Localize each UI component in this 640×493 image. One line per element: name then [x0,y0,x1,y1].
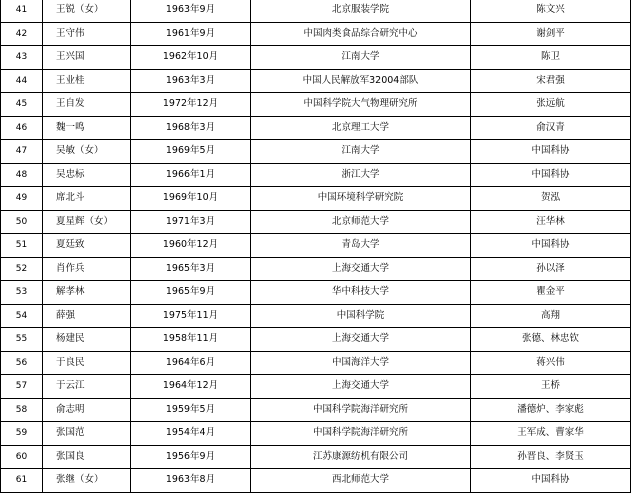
cell-work-unit: 浙江大学 [251,163,471,187]
cell-row-number: 44 [1,69,43,93]
cell-birth-date: 1959年5月 [131,398,251,422]
cell-row-number: 45 [1,93,43,117]
cell-birth-date: 1968年3月 [131,116,251,140]
cell-row-number: 52 [1,257,43,281]
cell-name: 于云江 [43,375,131,399]
cell-work-unit: 中国科学院海洋研究所 [251,422,471,446]
cell-birth-date: 1958年11月 [131,328,251,352]
cell-work-unit: 中国科学院 [251,304,471,328]
cell-name: 张继（女） [43,469,131,493]
cell-work-unit: 北京师范大学 [251,210,471,234]
cell-row-number: 47 [1,140,43,164]
cell-row-number: 43 [1,46,43,70]
cell-row-number: 48 [1,163,43,187]
table-row [1,257,631,281]
cell-birth-date: 1954年4月 [131,422,251,446]
cell-row-number: 60 [1,445,43,469]
cell-work-unit: 江南大学 [251,140,471,164]
cell-row-number: 46 [1,116,43,140]
cell-name: 王业桂 [43,69,131,93]
cell-nominator: 蒋兴伟 [471,351,631,375]
cell-birth-date: 1975年11月 [131,304,251,328]
cell-nominator: 张德、林忠钦 [471,328,631,352]
cell-work-unit: 中国科学院大气物理研究所 [251,93,471,117]
cell-nominator: 孙晋良、李贤玉 [471,445,631,469]
cell-work-unit: 华中科技大学 [251,281,471,305]
table-row [1,422,631,446]
cell-nominator: 瞿金平 [471,281,631,305]
cell-name: 肖作兵 [43,257,131,281]
cell-row-number: 57 [1,375,43,399]
table-row [1,22,631,46]
table-row [1,351,631,375]
cell-name: 王守伟 [43,22,131,46]
cell-birth-date: 1961年9月 [131,22,251,46]
table-row [1,281,631,305]
cell-birth-date: 1969年5月 [131,140,251,164]
cell-work-unit: 北京理工大学 [251,116,471,140]
cell-nominator: 陈卫 [471,46,631,70]
cell-row-number: 51 [1,234,43,258]
cell-birth-date: 1972年12月 [131,93,251,117]
cell-nominator: 俞汉青 [471,116,631,140]
cell-name: 吴敏（女） [43,140,131,164]
cell-work-unit: 上海交通大学 [251,328,471,352]
table-row [1,93,631,117]
table-row [1,163,631,187]
cell-nominator: 汪华林 [471,210,631,234]
cell-nominator: 潘德炉、李家彪 [471,398,631,422]
cell-nominator: 王军成、曹家华 [471,422,631,446]
cell-birth-date: 1964年12月 [131,375,251,399]
cell-row-number: 49 [1,187,43,211]
cell-nominator: 孙以泽 [471,257,631,281]
cell-row-number: 53 [1,281,43,305]
cell-nominator: 中国科协 [471,469,631,493]
cell-nominator: 高翔 [471,304,631,328]
table-row [1,140,631,164]
table-row [1,469,631,493]
cell-birth-date: 1960年12月 [131,234,251,258]
cell-work-unit: 青岛大学 [251,234,471,258]
cell-row-number: 42 [1,22,43,46]
cell-row-number: 55 [1,328,43,352]
cell-nominator: 中国科协 [471,163,631,187]
cell-name: 席北斗 [43,187,131,211]
cell-row-number: 41 [1,0,43,22]
cell-name: 魏一鸣 [43,116,131,140]
table-row [1,187,631,211]
cell-name: 夏廷致 [43,234,131,258]
cell-birth-date: 1963年9月 [131,0,251,22]
cell-name: 杨建民 [43,328,131,352]
cell-work-unit: 中国环境科学研究院 [251,187,471,211]
cell-birth-date: 1965年3月 [131,257,251,281]
cell-nominator: 中国科协 [471,140,631,164]
cell-row-number: 58 [1,398,43,422]
cell-name: 俞志明 [43,398,131,422]
table-row [1,0,631,22]
cell-work-unit: 北京服装学院 [251,0,471,22]
cell-name: 夏星辉（女） [43,210,131,234]
cell-work-unit: 中国海洋大学 [251,351,471,375]
cell-name: 张国范 [43,422,131,446]
cell-name: 王锐（女） [43,0,131,22]
cell-nominator: 贺泓 [471,187,631,211]
cell-nominator: 宋君强 [471,69,631,93]
cell-row-number: 50 [1,210,43,234]
cell-nominator: 张远航 [471,93,631,117]
cell-name: 吴忠标 [43,163,131,187]
cell-name: 于良民 [43,351,131,375]
table-row [1,304,631,328]
cell-nominator: 陈文兴 [471,0,631,22]
cell-nominator: 王桥 [471,375,631,399]
table-row [1,445,631,469]
cell-row-number: 61 [1,469,43,493]
cell-birth-date: 1962年10月 [131,46,251,70]
cell-work-unit: 上海交通大学 [251,257,471,281]
cell-work-unit: 江苏康源纺机有限公司 [251,445,471,469]
cell-work-unit: 中国肉类食品综合研究中心 [251,22,471,46]
cell-name: 王兴国 [43,46,131,70]
cell-birth-date: 1963年8月 [131,469,251,493]
cell-row-number: 56 [1,351,43,375]
table-row [1,210,631,234]
cell-name: 张国良 [43,445,131,469]
cell-work-unit: 中国人民解放军32004部队 [251,69,471,93]
cell-nominator: 中国科协 [471,234,631,258]
cell-name: 薛强 [43,304,131,328]
table-row [1,46,631,70]
cell-name: 解孝林 [43,281,131,305]
cell-birth-date: 1965年9月 [131,281,251,305]
cell-name: 王自发 [43,93,131,117]
cell-work-unit: 西北师范大学 [251,469,471,493]
cell-nominator: 谢剑平 [471,22,631,46]
cell-work-unit: 上海交通大学 [251,375,471,399]
table-row [1,375,631,399]
cell-birth-date: 1956年9月 [131,445,251,469]
table-row [1,69,631,93]
table-row [1,398,631,422]
cell-birth-date: 1966年1月 [131,163,251,187]
cell-row-number: 59 [1,422,43,446]
table-row [1,328,631,352]
cell-birth-date: 1963年3月 [131,69,251,93]
cell-work-unit: 江南大学 [251,46,471,70]
cell-birth-date: 1969年10月 [131,187,251,211]
table-row [1,116,631,140]
cell-row-number: 54 [1,304,43,328]
cell-birth-date: 1971年3月 [131,210,251,234]
table-row [1,234,631,258]
cell-birth-date: 1964年6月 [131,351,251,375]
cell-work-unit: 中国科学院海洋研究所 [251,398,471,422]
